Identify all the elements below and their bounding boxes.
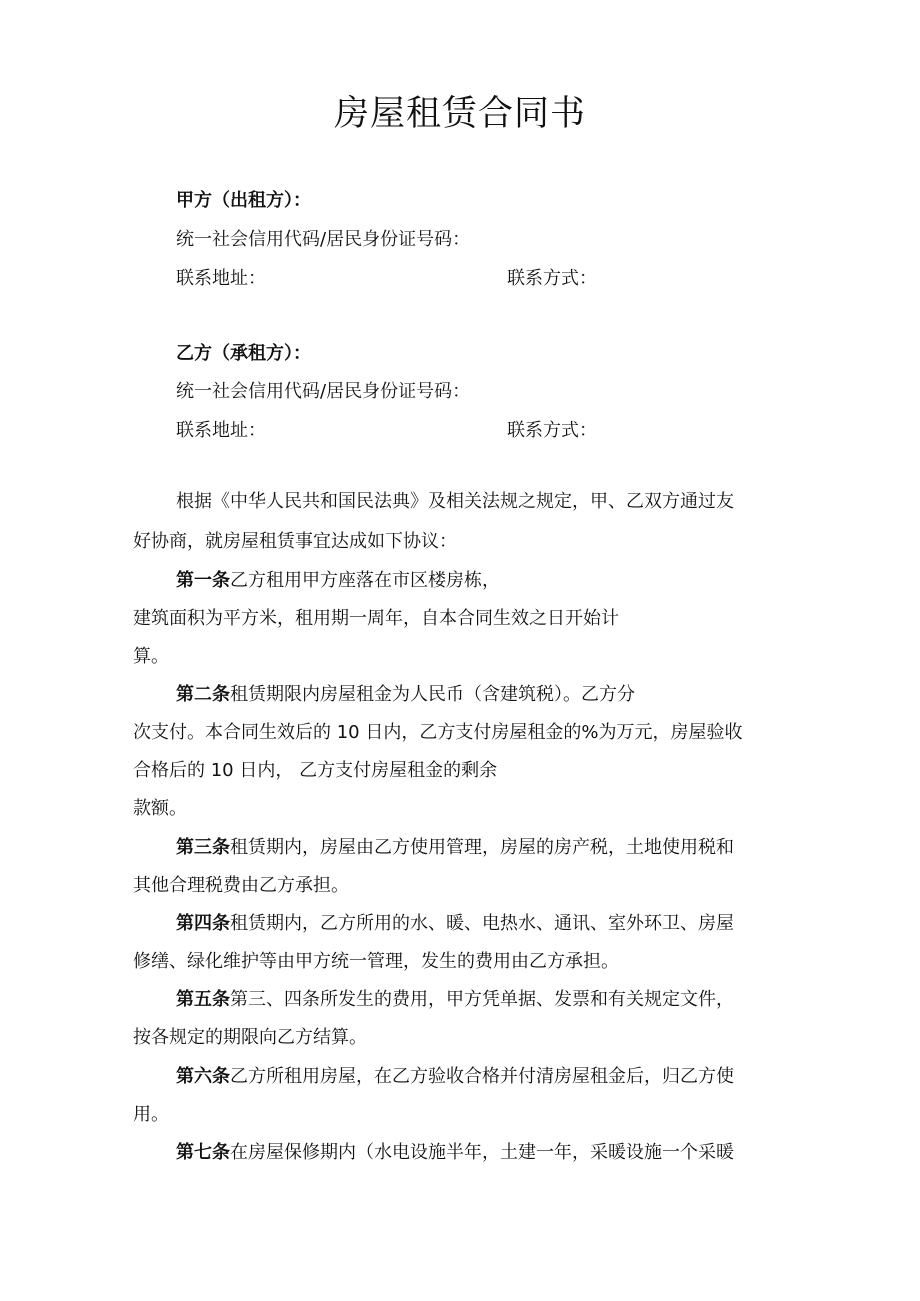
party-a-heading: 甲方（出租方）： [176,190,311,211]
article-5-text: 第三、四条所发生的费用，甲方凭单据、发票和有关规定文件， [230,989,734,1010]
article-5 [176,989,734,1011]
party-a-contact-label: 联系方式： [507,268,597,289]
article-7 [176,1142,734,1164]
article-7-label: 第七条 [176,1142,230,1163]
article-6 [176,1066,734,1088]
article-6-text: 乙方所租用房屋，在乙方验收合格并付清房屋租金后，归乙方使 [230,1066,734,1087]
party-b-heading: 乙方（承租方）： [176,343,311,364]
article-3-line-2: 其他合理税费由乙方承担。 [133,875,349,896]
party-b-id-label: 统一社会信用代码/居民身份证号码： [176,381,471,402]
article-5-label: 第五条 [176,989,230,1010]
article-4-line-2: 修缮、绿化维护等由甲方统一管理，发生的费用由乙方承担。 [133,951,619,972]
article-6-label: 第六条 [176,1066,230,1087]
article-1-text: 乙方租用甲方座落在市区楼房栋， [230,570,500,591]
party-a-address-label: 联系地址： [176,268,266,289]
article-2 [176,684,635,706]
party-b-contact-label: 联系方式： [507,420,597,441]
article-3 [176,837,734,859]
article-6-line-2: 用。 [133,1104,169,1125]
article-4-label: 第四条 [176,913,230,934]
article-4 [176,913,734,935]
intro-line-2: 好协商，就房屋租赁事宜达成如下协议： [133,531,457,552]
article-1-line-3: 算。 [133,646,169,667]
party-a-id-label: 统一社会信用代码/居民身份证号码： [176,229,471,250]
article-2-line-2: 次支付。本合同生效后的 10 日内，乙方支付房屋租金的%为万元，房屋验收 [133,722,743,743]
article-2-text: 租赁期限内房屋租金为人民币（含建筑税）。乙方分 [230,684,635,705]
document-title: 房屋租赁合同书 [333,94,586,134]
article-3-label: 第三条 [176,837,230,858]
article-2-line-4: 款额。 [133,798,187,819]
article-2-label: 第二条 [176,684,230,705]
party-b-address-label: 联系地址： [176,420,266,441]
article-4-text: 租赁期内，乙方所用的水、暖、电热水、通讯、室外环卫、房屋 [230,913,734,934]
article-5-line-2: 按各规定的期限向乙方结算。 [133,1027,367,1048]
article-1 [176,570,500,592]
intro-line-1: 根据《中华人民共和国民法典》及相关法规之规定，甲、乙双方通过友 [176,491,734,512]
article-3-text: 租赁期内，房屋由乙方使用管理，房屋的房产税，土地使用税和 [230,837,734,858]
article-1-line-2: 建筑面积为平方米，租用期一周年，自本合同生效之日开始计 [133,608,619,629]
article-2-line-3: 合格后的 10 日内， 乙方支付房屋租金的剩余 [133,760,498,781]
article-7-text: 在房屋保修期内（水电设施半年，土建一年，采暖设施一个采暖 [230,1142,734,1163]
article-1-label: 第一条 [176,570,230,591]
